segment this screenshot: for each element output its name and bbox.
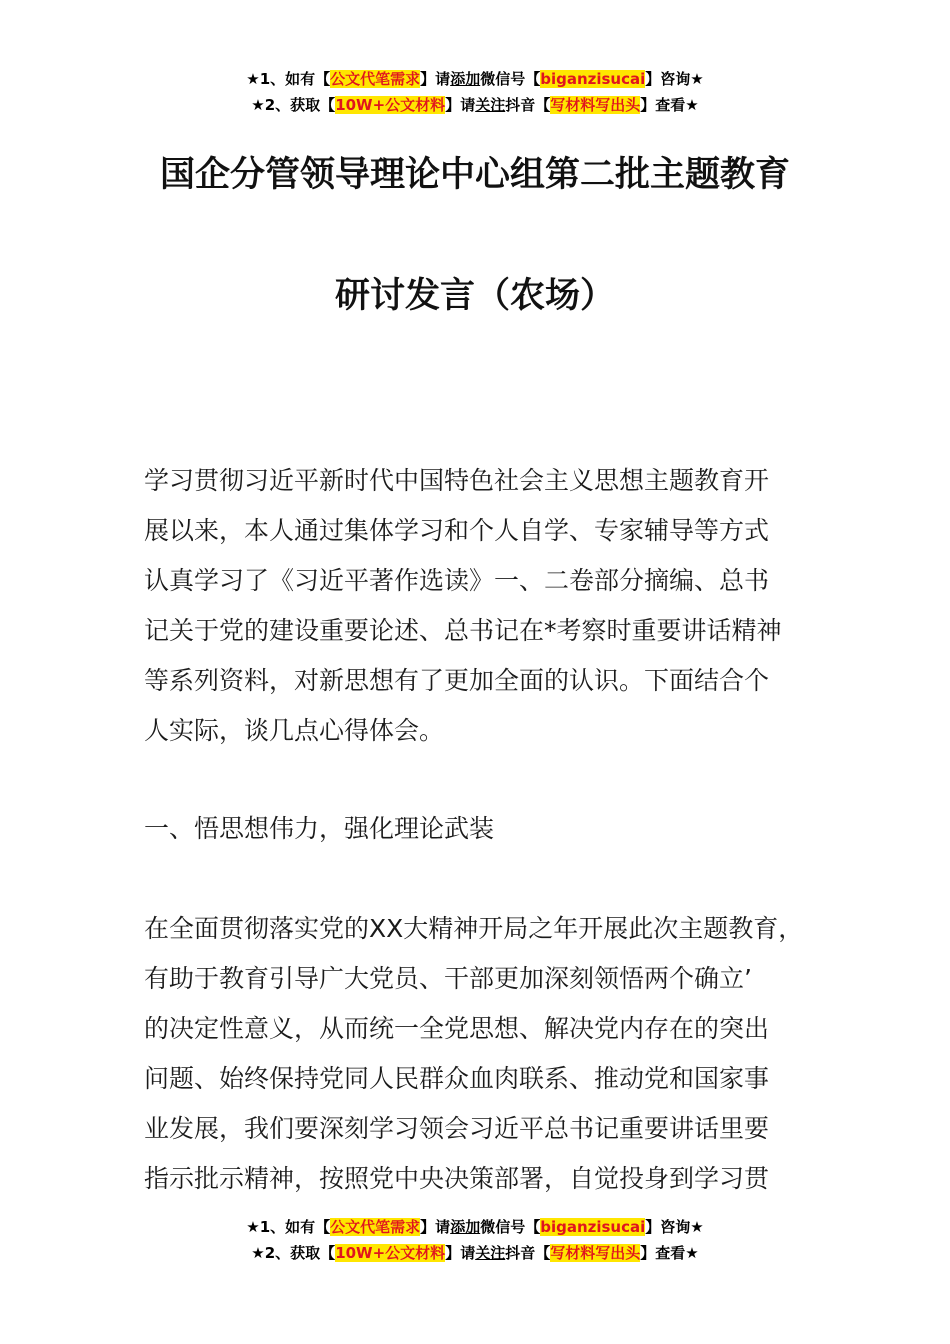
- underlined-text: 添加: [450, 70, 481, 88]
- banner-text: 】请: [420, 1218, 451, 1236]
- banner-text: 抖音【: [505, 96, 551, 114]
- highlight-text: 公文代笔需求: [330, 1218, 421, 1236]
- footer-banner: [0, 1214, 950, 1266]
- banner-line-1: [0, 1214, 950, 1240]
- highlight-text: 10W+公文材料: [335, 1244, 446, 1262]
- body-line: 的决定性意义，从而统一全党思想、解决党内存在的突出: [144, 1014, 770, 1043]
- banner-text: 】请: [420, 70, 451, 88]
- banner-line-1: [0, 66, 950, 92]
- wechat-id-highlight: biganzisucai: [540, 70, 646, 88]
- section-heading: 一、悟思想伟力，强化理论武装: [144, 814, 495, 843]
- banner-line-2: [0, 1240, 950, 1266]
- banner-text: ★2、获取【: [251, 96, 336, 114]
- underlined-text: 关注: [475, 1244, 506, 1262]
- douyin-highlight: 写材料写出头: [550, 96, 641, 114]
- body-line: 等系列资料，对新思想有了更加全面的认识。下面结合个: [144, 666, 770, 695]
- body-line: 问题、始终保持党同人民群众血肉联系、推动党和国家事: [144, 1064, 770, 1093]
- banner-text: ★2、获取【: [251, 1244, 336, 1262]
- body-line: 在全面贯彻落实党的XX大精神开局之年开展此次主题教育，: [144, 914, 804, 943]
- body-line: 展以来，本人通过集体学习和个人自学、专家辅导等方式: [144, 516, 770, 545]
- banner-text: 】查看★: [640, 1244, 699, 1262]
- banner-text: 抖音【: [505, 1244, 551, 1262]
- document-title-line-1: 国企分管领导理论中心组第二批主题教育: [159, 155, 790, 195]
- body-line: 认真学习了《习近平著作选读》一、二卷部分摘编、总书: [144, 566, 770, 595]
- highlight-text: 10W+公文材料: [335, 96, 446, 114]
- body-line: 业发展，我们要深刻学习领会习近平总书记重要讲话里要: [144, 1114, 770, 1143]
- body-line: 学习贯彻习近平新时代中国特色社会主义思想主题教育开: [144, 466, 770, 495]
- body-line: 记关于党的建设重要论述、总书记在*考察时重要讲话精神: [144, 616, 782, 645]
- banner-text: 】咨询★: [645, 1218, 704, 1236]
- banner-text: 微信号【: [480, 1218, 541, 1236]
- banner-text: 】请: [445, 1244, 476, 1262]
- banner-text: 】请: [445, 96, 476, 114]
- highlight-text: 公文代笔需求: [330, 70, 421, 88]
- wechat-id-highlight: biganzisucai: [540, 1218, 646, 1236]
- underlined-text: 关注: [475, 96, 506, 114]
- body-line: 人实际，谈几点心得体会。: [144, 716, 445, 745]
- banner-line-2: [0, 92, 950, 118]
- underlined-text: 添加: [450, 1218, 481, 1236]
- body-line: 有助于教育引导广大党员、干部更加深刻领悟两个确立’: [144, 964, 752, 993]
- banner-text: 】查看★: [640, 96, 699, 114]
- body-line: 指示批示精神，按照党中央决策部署，自觉投身到学习贯: [144, 1164, 770, 1193]
- header-banner: [0, 66, 950, 118]
- banner-text: 】咨询★: [645, 70, 704, 88]
- banner-text: 微信号【: [480, 70, 541, 88]
- banner-text: ★1、如有【: [246, 1218, 331, 1236]
- document-title-line-2: 研讨发言（农场）: [334, 276, 615, 316]
- banner-text: ★1、如有【: [246, 70, 331, 88]
- douyin-highlight: 写材料写出头: [550, 1244, 641, 1262]
